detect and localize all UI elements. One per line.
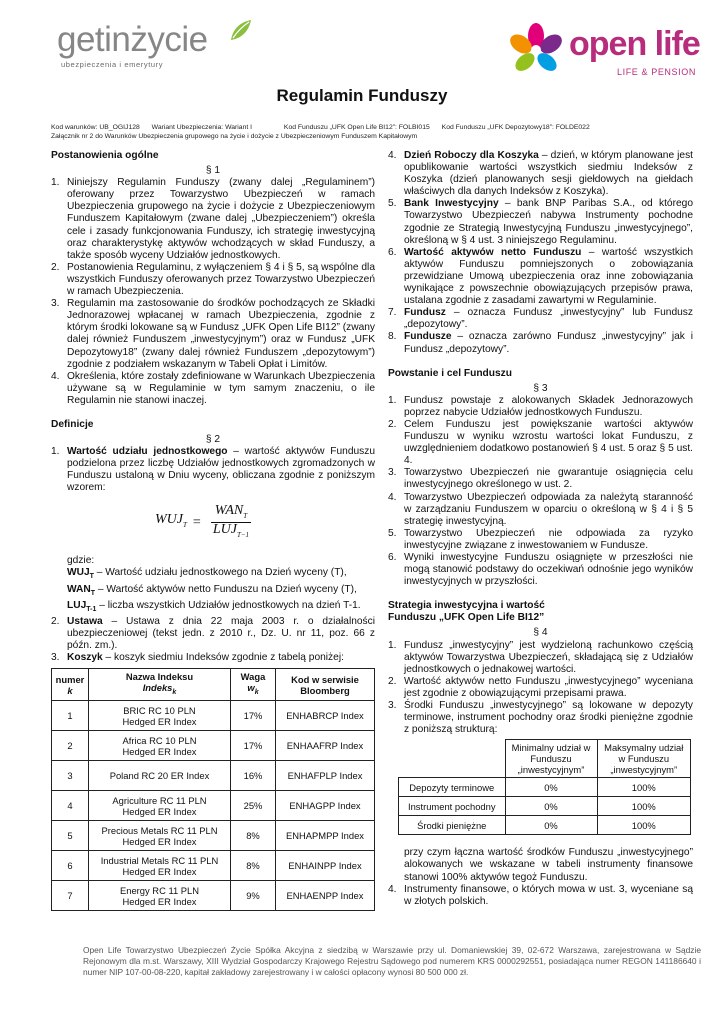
paragraph-number: § 1	[205, 165, 221, 177]
list-item: 1. Fundusz „inwestycyjny” jest wydzieloną rachunkowo częścią aktywów Towarzystwa Ubezpieczeń, składającą się z Udziałów jednostkowych o jednakowej wartości.	[388, 639, 693, 675]
open-life-logo	[505, 22, 705, 82]
list-item: 7. Fundusz – oznacza Fundusz „inwestycyjny” lub Fundusz „depozytowy”.	[388, 307, 693, 331]
allocation-table	[398, 739, 691, 835]
logo-brand-part2: ycie	[147, 20, 208, 59]
table-row	[52, 701, 375, 731]
list-item: 8. Fundusze – oznacza zarówno Fundusz „inwestycyjny” jak i Fundusz „depozytowy”.	[388, 331, 693, 355]
list-item: 2. Ustawa – Ustawa z dnia 22 maja 2003 r. o działalności ubezpieczeniowej (tekst jedn. z 2010 r., Dz. U. nr 11, poz. 66 z późn. zm.).	[51, 615, 375, 651]
cell-label: Instrument pochodny	[399, 797, 506, 816]
cell-index-name: Poland RC 20 ER Index	[89, 761, 231, 791]
table-header-row: numer k Nazwa Indeksu Indeks$_k$ Waga $w_k$ Kod w serwisie Bloomberg	[52, 669, 375, 701]
cell-max: 100%	[597, 816, 690, 835]
list-item: 1. Wartość udziału jednostkowego – wartość aktywów Funduszu podzielona przez liczbę Udziałów jednostkowych zgromadzonych w Funduszu ustaloną w Dniu wyceny, obliczana zgodnie z poniższym wzorem:	[51, 446, 375, 494]
cell-min: 0%	[505, 778, 597, 797]
cell-number: 4	[52, 791, 89, 821]
cell-weight: 17%	[231, 731, 276, 761]
list-item: 3. Środki Funduszu „inwestycyjnego” są lokowane w depozyty terminowe, instrument pochodny oraz środki pieniężne zgodnie z poniższą strukturą:	[388, 700, 693, 736]
paragraph-number: § 2	[205, 434, 221, 446]
list-item: 4. Określenia, które zostały zdefiniowane w Warunkach Ubezpieczenia używane są w Regulaminie w tym samym znaczeniu, o ile Regulamin nie stanowi inaczej.	[51, 370, 375, 406]
cell-bloomberg-code: ENHABRCP Index	[276, 701, 375, 731]
logo-brand: open life	[569, 25, 700, 63]
page-title: Regulamin Funduszy	[276, 86, 448, 105]
table-row	[399, 797, 691, 816]
cell-index-name: Industrial Metals RC 11 PLN Hedged ER Index	[89, 851, 231, 881]
logo-brand-part1: getinż	[57, 20, 148, 59]
cell-weight: 8%	[231, 821, 276, 851]
table-row	[52, 881, 375, 911]
leaf-icon	[227, 18, 253, 44]
flower-icon	[505, 22, 567, 78]
list-item: 1. Fundusz powstaje z alokowanych Składek Jednorazowych poprzez nabycie Udziałów jednostkowych Funduszu.	[388, 394, 693, 418]
meta-attachment: Załącznik nr 2 do Warunków Ubezpieczenia grupowego na życie i dożycie z Ubezpieczeniowym Funduszem Kapitałowym	[51, 133, 418, 140]
cell-index-name: Precious Metals RC 11 PLN Hedged ER Index	[89, 821, 231, 851]
cell-number: 7	[52, 881, 89, 911]
list-item: 5. Towarzystwo Ubezpieczeń nie odpowiada za ryzyko inwestycyjne związane z inwestowaniem w Fundusze.	[388, 527, 693, 551]
list-item: 5. Bank Inwestycyjny – bank BNP Paribas S.A., od którego Towarzystwo Ubezpieczeń nabywa Instrumenty pochodne zgodnie ze Strategią Inwestycyjną Funduszu „inwestycyjnego”, określoną w § 4 ust. 3 niniejszego Regulaminu.	[388, 198, 693, 246]
cell-index-name: BRIC RC 10 PLN Hedged ER Index	[89, 701, 231, 731]
cell-min: 0%	[505, 797, 597, 816]
index-basket-table	[51, 668, 375, 911]
section-heading: Definicje	[51, 418, 94, 430]
list-item: 3. Koszyk – koszyk siedmiu Indeksów zgodnie z tabelą poniżej:	[51, 652, 344, 664]
cell-bloomberg-code: ENHAINPP Index	[276, 851, 375, 881]
cell-index-name: Africa RC 10 PLN Hedged ER Index	[89, 731, 231, 761]
list-item: 3. Regulamin ma zastosowanie do środków pochodzących ze Składki Jednorazowej wpłacanej w ramach Ubezpieczenia, zgodnie z którym środki lokowane są w Fundusz „UFK Open Life BI12” (zwany dalej również Funduszem „inwestycyjnym”) oraz w Fundusz „UFK Depozytowy18” (zwany dalej również Funduszem „depozytowym”) zgodnie z podziałem wskazanym w Tabeli Opłat i Limitów.	[51, 298, 376, 370]
cell-weight: 16%	[231, 761, 276, 791]
cell-bloomberg-code: ENHAAFRP Index	[276, 731, 375, 761]
table-row	[52, 731, 375, 761]
table-row	[399, 816, 691, 835]
list-item: 6. Wyniki inwestycyjne Funduszu osiągnięte w przeszłości nie mogą stanowić podstawy do oczekiwań odnośnie jego wyników inwestycyjnych w przyszłości.	[388, 552, 693, 588]
cell-bloomberg-code: ENHAPMPP Index	[276, 821, 375, 851]
legend-item: $WAN_T$ – Wartość aktywów netto Funduszu na Dzień wyceny (T),	[67, 583, 357, 597]
table-row	[52, 821, 375, 851]
cell-weight: 17%	[231, 701, 276, 731]
meta-item: Kod Funduszu „UFK Open Life BI12”: FOLBI015	[283, 124, 430, 131]
legend-item: $WUJ_T$ – Wartość udziału jednostkowego na Dzień wyceny (T),	[67, 567, 347, 581]
meta-item: Kod Funduszu „UFK Depozytowy18”: FOLDE022	[441, 124, 590, 131]
list-item: 4. Towarzystwo Ubezpieczeń odpowiada za należytą staranność w zarządzaniu Funduszem w oparciu o określoną w § 4 i § 5 strategię inwestycyjną.	[388, 491, 693, 527]
cell-number: 3	[52, 761, 89, 791]
cell-min: 0%	[505, 816, 597, 835]
meta-item: Wariant Ubezpieczenia: Wariant I	[151, 124, 253, 131]
footer: Open Life Towarzystwo Ubezpieczeń Życie Spółka Akcyjna z siedzibą w Warszawie przy ul. Domaniewskiej 39, 02-672 Warszawa, zarejestrowana w Sądzie Rejonowym dla m.st. Warszawy, XIII Wydział Gospodarczy Krajowego Rejestru Sądowego pod numerem KRS 0000292551, posiadająca numer REGON 141186640 i numer NIP 107-00-08-220, kapitał zakładowy zarejestrowany i w całości opłacony wynosi 80 500 000 zł.	[83, 945, 701, 977]
section-heading: Funduszu „UFK Open Life BI12”	[388, 612, 545, 624]
list-item: 2. Postanowienia Regulaminu, z wyłączeniem § 4 i § 5, są wspólne dla wszystkich Funduszy oferowanych przez Towarzystwo Ubezpieczeń w ramach Ubezpieczenia.	[51, 261, 375, 298]
formula: $WUJ_T$ = $\frac{WAN_T}{LUJ_{T-1}}$	[155, 505, 375, 542]
list-item: 2. Celem Funduszu jest powiększanie wartości aktywów Funduszu w wyniku wzrostu wartości lokat Funduszu, z uwzględnieniem dodatkowo postanowień § 4 ust. 5 oraz § 5 ust. 4.	[388, 418, 693, 467]
section-heading: Powstanie i cel Funduszu	[388, 367, 512, 379]
left-column	[51, 150, 375, 911]
cell-number: 1	[52, 701, 89, 731]
cell-weight: 9%	[231, 881, 276, 911]
logo-tagline: ubezpieczenia i emerytury	[61, 60, 164, 69]
paragraph: przy czym łączna wartość środków Funduszu „inwestycyjnego” alokowanych we wskazane w tabeli instrumenty finansowe stanowi 100% aktywów tegoż Funduszu.	[404, 847, 693, 883]
cell-number: 6	[52, 851, 89, 881]
cell-max: 100%	[597, 778, 690, 797]
section-heading: Strategia inwestycyjna i wartość	[388, 600, 545, 612]
table-row	[52, 761, 375, 791]
section-heading: Postanowienia ogólne	[51, 150, 159, 161]
table-row	[52, 791, 375, 821]
list-item: 4. Dzień Roboczy dla Koszyka – dzień, w którym planowane jest opublikowanie wartości wszystkich siedmiu Indeksów z Koszyka (dzień planowanych sesji giełdowych na giełdach właściwych dla danych Indeksów z Koszyka).	[388, 150, 694, 198]
cell-bloomberg-code: ENHAGPP Index	[276, 791, 375, 821]
right-column	[388, 150, 693, 908]
cell-max: 100%	[597, 797, 690, 816]
paragraph-number: § 4	[533, 627, 548, 639]
document-meta	[51, 123, 600, 141]
cell-number: 5	[52, 821, 89, 851]
getin-zycie-logo	[57, 20, 208, 69]
list-item: 1. Niniejszy Regulamin Funduszy (zwany dalej „Regulaminem”) oferowany przez Towarzystwo Ubezpieczeń w ramach Ubezpieczenia grupowego na życie i dożycie z Ubezpieczeniowym Funduszem Kapitałowym (zwane dalej „Ubezpieczeniem”) określa cele i zasady funkcjonowania Funduszy, ich strategię inwestycyjną oraz charakterystykę aktywów wchodzących w skład Funduszy, a także sposób wyceny Udziałów jednostkowych.	[51, 177, 375, 261]
cell-label: Depozyty terminowe	[399, 778, 506, 797]
formula-legend: gdzie: $WUJ_T$ – Wartość udziału jednostkowego na Dzień wyceny (T), $WAN_T$ – Wartość aktywów netto Funduszu na Dzień wyceny (T), $LUJ_{T-1}$ – liczba wszystkich Udziałów jednostkowych na dzień T-1.	[51, 555, 375, 615]
cell-weight: 8%	[231, 851, 276, 881]
meta-item: Kod warunków: UB_OGIJ128	[51, 124, 140, 131]
list-item: 3. Towarzystwo Ubezpieczeń nie gwarantuje osiągnięcia celu inwestycyjnego określonego w ust. 2.	[388, 467, 693, 491]
table-header-row: Minimalny udział w Funduszu „inwestycyjnym” Maksymalny udział w Funduszu „inwestycyjnym”	[399, 740, 691, 778]
list-item: 4. Instrumenty finansowe, o których mowa w ust. 3, wyceniane są w złotych polskich.	[388, 883, 693, 907]
logo-tagline: LIFE & PENSION	[617, 67, 696, 77]
list-item: 6. Wartość aktywów netto Funduszu – wartość wszystkich aktywów Funduszu pomniejszonych o zobowiązania przewidziane Umową ubezpieczenia oraz inne zobowiązania wynikające z powszechnie obowiązujących przepisów prawa, ustalana zgodnie z zasadami zawartymi w Regulaminie.	[388, 246, 694, 307]
cell-label: Środki pieniężne	[399, 816, 506, 835]
cell-number: 2	[52, 731, 89, 761]
table-row	[399, 778, 691, 797]
table-row	[52, 851, 375, 881]
list-item: 2. Wartość aktywów netto Funduszu „inwestycyjnego” wyceniana jest zgodnie z obowiązującymi przepisami prawa.	[388, 675, 693, 699]
cell-index-name: Agriculture RC 11 PLN Hedged ER Index	[89, 791, 231, 821]
paragraph-number: § 3	[533, 382, 548, 394]
cell-index-name: Energy RC 11 PLN Hedged ER Index	[89, 881, 231, 911]
cell-bloomberg-code: ENHAENPP Index	[276, 881, 375, 911]
cell-weight: 25%	[231, 791, 276, 821]
cell-bloomberg-code: ENHAFPLP Index	[276, 761, 375, 791]
legend-item: $LUJ_{T-1}$ – liczba wszystkich Udziałów jednostkowych na dzień T-1.	[67, 599, 361, 613]
